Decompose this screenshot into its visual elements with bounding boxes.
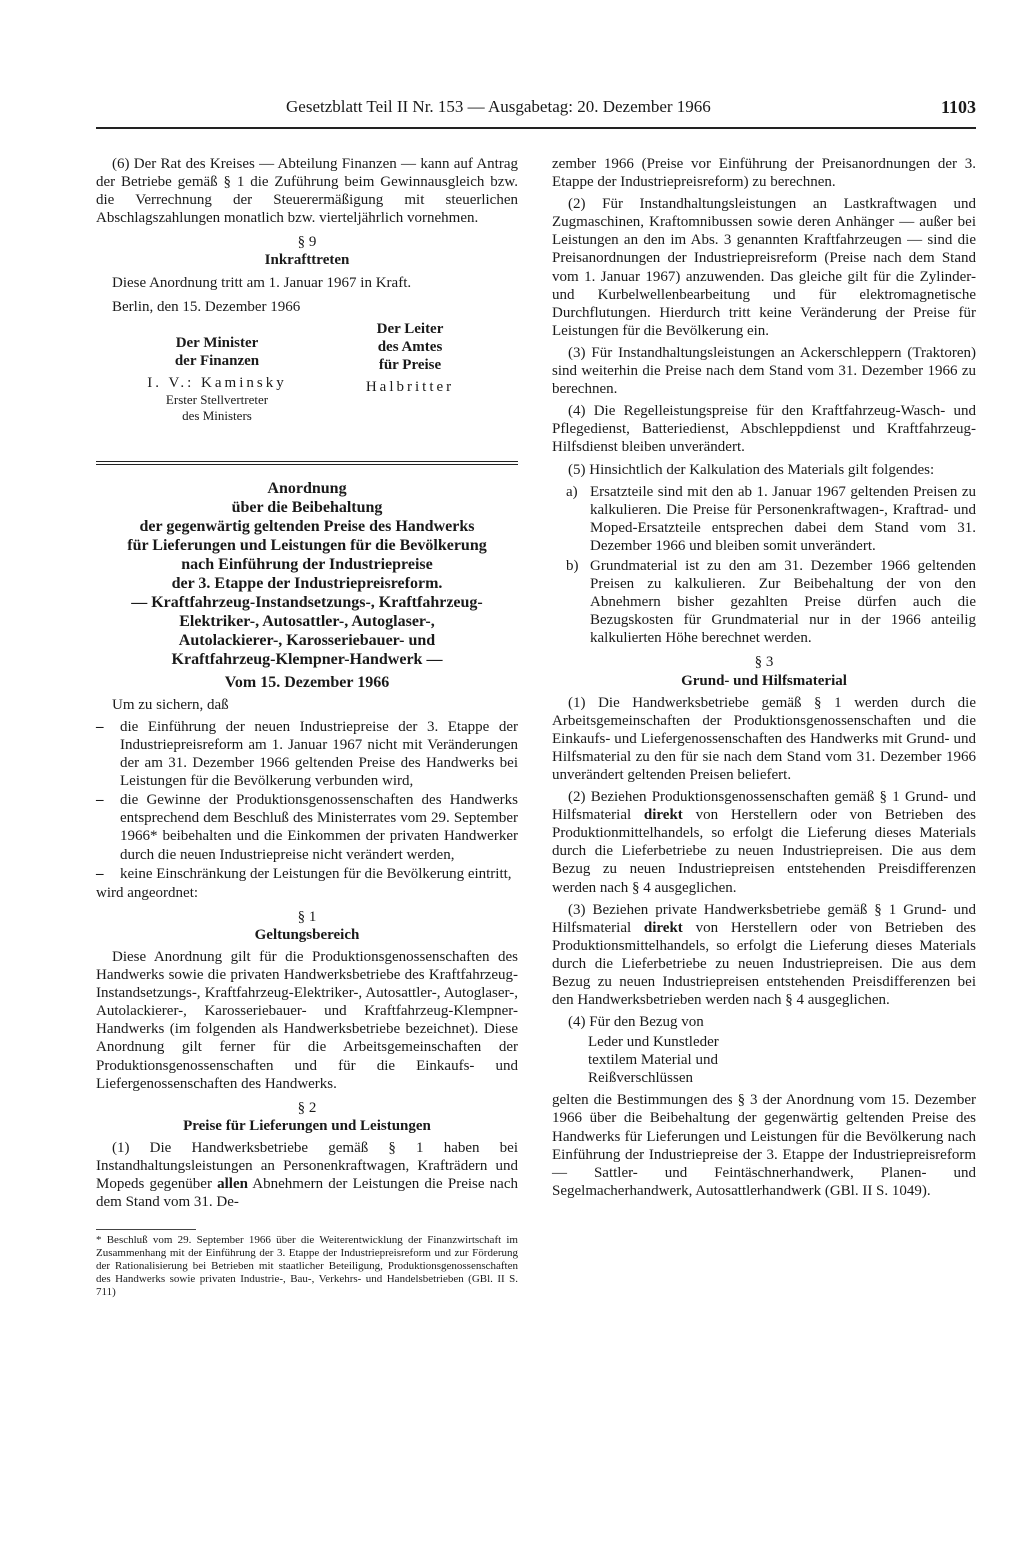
section-3-paragraph-2 bbox=[552, 788, 976, 897]
heading-line: der 3. Etappe der Industriepreisreform. bbox=[171, 574, 443, 592]
footnote: * Beschluß vom 29. September 1966 über die Weiterentwicklung der Finanzwirtschaft im Zusammenhang mit der Einführung der 3. Etappe der Industriepreisreform und zur Förderung der Rationalisierung bei Betrieben mit staatlicher Beteiligung, Produktionsgenossenschaften des Handwerks sowie privaten Industrie-, Bau-, Verkehrs- und Handelsbetrieben (GBl. II S. 711) bbox=[96, 1234, 518, 1299]
emphasis: direkt bbox=[643, 919, 683, 936]
text-run: von Herstellern oder von Betrieben des Produktionsmittelhandels, so erfolgt die Lieferung dieses Materials durch die Lieferbetriebe zu neuen Industriepreisen. Die aus dem Bezug zu neuen Industriepreisen entstehenden Preisdifferenzen bei den Handwerksbetrieben werden nach § 4 ausgeglichen. bbox=[552, 919, 976, 1009]
item-text: Ersatzteile sind mit den ab 1. Januar 1967 geltenden Preisen zu kalkulieren. Die Preise für Personenkraftwagen-, Kraftrad- und Moped-Ersatzteile entsprechen dabei dem Stand vom 31. Dezember 1966 und bleiben somit unverändert. bbox=[590, 483, 976, 554]
section-3-paragraph-4: (4) Für den Bezug von bbox=[568, 1014, 704, 1031]
emphasis: allen bbox=[217, 1176, 248, 1193]
list-item bbox=[552, 483, 976, 555]
list-item: – die Einführung der neuen Industriepreise der 3. Etappe der Industriepreisreform am 1. Januar 1967 nicht mit Veränderungen der am 31. Dezember 1966 geltenden Preise des Handwerks bei Leistungen für die Bevölkerung verbunden wird, bbox=[96, 718, 518, 790]
list-item: – keine Einschränkung der Leistungen für die Bevölkerung eintritt, bbox=[96, 865, 518, 883]
office-title-1: Der Leiter bbox=[376, 320, 444, 337]
heading-line: Kraftfahrzeug-Klempner-Handwerk — bbox=[171, 650, 443, 668]
emphasis: direkt bbox=[643, 807, 683, 824]
intro-text: Um zu sichern, daß bbox=[112, 696, 229, 713]
heading-line: über die Beibehaltung bbox=[231, 498, 383, 516]
gazette-title: Gesetzblatt Teil II Nr. 153 — Ausgabetag: 20. Dezember 1966 bbox=[286, 97, 711, 116]
page-header bbox=[96, 97, 976, 129]
heading-line: der gegenwärtig geltenden Preise des Handwerks bbox=[139, 517, 475, 535]
section-9-text: Diese Anordnung tritt am 1. Januar 1967 in Kraft. bbox=[112, 274, 412, 291]
left-column bbox=[96, 155, 518, 1299]
section-2-paragraph-4: (4) Die Regelleistungspreise für den Kraftfahrzeug-Wasch- und Pflegedienst, Batteriedienst, Abschleppdienst und Kraftfahrzeug-Hilfsdienst bleiben unverändert. bbox=[552, 403, 976, 456]
minister-title-1: Der Minister bbox=[175, 334, 259, 351]
office-title-3: für Preise bbox=[378, 356, 442, 373]
heading-line: Anordnung bbox=[267, 479, 347, 497]
section-1-sign: § 1 bbox=[297, 908, 317, 925]
list-item: Reißverschlüssen bbox=[588, 1070, 693, 1087]
decree-heading bbox=[96, 479, 518, 692]
minister-sub-2: des Ministers bbox=[182, 408, 252, 424]
heading-line: für Lieferungen und Leistungen für die Bevölkerung bbox=[127, 536, 487, 554]
section-2-title: Preise für Lieferungen und Leistungen bbox=[183, 1117, 431, 1134]
list-item: textilem Material und bbox=[588, 1052, 718, 1069]
minister-title-2: der Finanzen bbox=[174, 352, 260, 369]
heading-line: nach Einführung der Industriepreise bbox=[181, 555, 433, 573]
place-date: Berlin, den 15. Dezember 1966 bbox=[112, 298, 301, 315]
section-1-text: Diese Anordnung gilt für die Produktionsgenossenschaften des Handwerks sowie die privaten Handwerksbetriebe des Kraftfahrzeug-Instandsetzungs-, Kraftfahrzeug-Elektriker-, Autosattler-, Autoglaser-, Autolackierer-, Karosseriebauer- und Kraftfahrzeug-Klempner-Handwerks (im folgenden als Handwerksbetriebe bezeichnet). Diese Anordnung gilt ferner für die Arbeitsgemeinschaften der Produktionsgenossenschaften und für die Einkaufs- und Liefergenossenschaften des Handwerks. bbox=[96, 948, 518, 1092]
section-3-paragraph-1: (1) Die Handwerksbetriebe gemäß § 1 werden durch die Arbeitsgemeinschaften der Produktionsgenossenschaften und die Einkaufs- und Liefergenossenschaften des Handwerks mit Grund- und Hilfsmaterial zu den für sie nach dem Stand vom 31. Dezember 1966 unverändert geltenden Preisen beliefert. bbox=[552, 694, 976, 783]
section-2-paragraph-2: (2) Für Instandhaltungsleistungen an Lastkraftwagen und Zugmaschinen, Kraftomnibussen sowie deren Anhänger — außer bei Leistungen an den im Abs. 3 genannten Kraftfahrzeugen — sind die Preisanordnungen der Industriepreisreform (Preise nach dem Stand vom 1. Januar 1967) anzuwenden. Das gleiche gilt für die Zylinder- und Kurbelwellenbearbeitung und für elektromagnetische Durchflutungen. Hierdurch tritt keine Veränderung der Preise für Leistungen für die Bevölkerung ein. bbox=[552, 196, 976, 339]
section-3-paragraph-4-end: gelten die Bestimmungen des § 3 der Anordnung vom 15. Dezember 1966 über die Beibehaltung der gegenwärtig geltenden Preise des Handwerks für Lieferungen und Leistungen für die Bevölkerung nach Einführung der Industriepreise der 3. Etappe der Industriepreisreform — Sattler- und Feintäschnerhandwerk, Planen- und Segelmacherhandwerk, Autosattlerhandwerk (GBl. II S. 1049). bbox=[552, 1092, 976, 1199]
text-run: von Herstellern oder von Betrieben des Produktionmittelhandels, so erfolgt die Lieferung dieses Materials durch die Lieferbetriebe zu neuen Industriepreisen. Die aus dem Bezug zu neuen Industriepreisen entstehenden Preisdifferenzen werden nach § 4 ausgeglichen. bbox=[552, 807, 976, 896]
signature-price-office bbox=[350, 320, 470, 396]
list-item: Leder und Kunstleder bbox=[588, 1034, 719, 1051]
continuation-text: zember 1966 (Preise vor Einführung der Preisanordnungen der 3. Etappe der Industriepreisreform) zu berechnen. bbox=[552, 156, 976, 191]
page-number: 1103 bbox=[940, 97, 976, 117]
section-1-title: Geltungsbereich bbox=[254, 926, 360, 943]
list-item: – die Gewinne der Produktionsgenossenschaften des Handwerks entsprechend dem Beschluß des Ministerrates vom 29. September 1966* beibehalten und die Einkommen der privaten Handwerker durch die neuen Industriepreise nicht verändert werden, bbox=[96, 791, 518, 863]
section-9-title: Inkrafttreten bbox=[264, 252, 350, 269]
section-3-paragraph-3 bbox=[552, 901, 976, 1010]
section-2-sign: § 2 bbox=[297, 1099, 317, 1116]
section-3-sign: § 3 bbox=[754, 654, 774, 671]
decree-text: wird angeordnet: bbox=[96, 884, 199, 901]
list-item bbox=[552, 557, 976, 647]
text-run: (1) Die Handwerksbetriebe gemäß § 1 haben bei Instandhaltungsleistungen an Personenkraftwagen, Krafträdern und Mopeds gegenüber bbox=[96, 1139, 518, 1193]
heading-line: Autolackierer-, Karosseriebauer- und bbox=[178, 631, 436, 649]
text-run: (3) Beziehen private Handwerksbetriebe gemäß § 1 Grund- und Hilfsmaterial bbox=[552, 901, 976, 936]
heading-line: Elektriker-, Autosattler-, Autoglaser-, bbox=[179, 612, 435, 630]
materials-list bbox=[552, 1033, 976, 1087]
right-column bbox=[552, 155, 976, 1204]
section-2-paragraph-1 bbox=[96, 1139, 518, 1211]
paragraph-6: (6) Der Rat des Kreises — Abteilung Finanzen — kann auf Antrag der Betriebe gemäß § 1 die Zuführung beim Gewinnausgleich bzw. die Verrechnung der Steuerermäßigung mit steuerlichen Abschlagszahlungen monatlich bzw. vierteljährlich vornehmen. bbox=[96, 156, 518, 227]
signature-minister bbox=[122, 334, 312, 424]
text-run: Abnehmern der Leistungen die Preise nach dem Stand vom 31. De- bbox=[96, 1176, 518, 1211]
section-2-paragraph-5: (5) Hinsichtlich der Kalkulation des Materials gilt folgendes: bbox=[568, 461, 935, 478]
minister-signatory: I. V.: Kaminsky bbox=[147, 374, 287, 391]
section-2-paragraph-3: (3) Für Instandhaltungsleistungen an Ackerschleppern (Traktoren) sind weiterhin die Preise nach dem Stand vom 31. Dezember 1966 zu berechnen. bbox=[552, 344, 976, 398]
item-marker: a) bbox=[566, 483, 578, 500]
text-run: (2) Beziehen Produktionsgenossenschaften gemäß § 1 Grund- und Hilfsmaterial bbox=[552, 789, 976, 824]
minister-sub-1: Erster Stellvertreter bbox=[165, 392, 269, 408]
section-divider bbox=[96, 461, 518, 465]
office-signatory: Halbritter bbox=[365, 379, 455, 396]
purpose-list bbox=[96, 718, 518, 883]
heading-line: — Kraftfahrzeug-Instandsetzungs-, Kraftfahrzeug- bbox=[131, 593, 483, 611]
office-title-2: des Amtes bbox=[377, 338, 443, 355]
section-9-sign: § 9 bbox=[297, 234, 317, 251]
item-marker: b) bbox=[566, 557, 579, 574]
signature-block bbox=[96, 320, 518, 455]
decree-date: Vom 15. Dezember 1966 bbox=[224, 673, 390, 691]
footnote-rule bbox=[96, 1229, 196, 1230]
item-text: Grundmaterial ist zu den am 31. Dezember 1966 geltenden Preisen zu kalkulieren. Zur Beibehaltung der von den Abnehmern bisher gezahlten Preise dürfen auch die Bezugskosten für Grundmaterial nur in der 1966 anteilig kalkulierten Höhe berechnet werden. bbox=[590, 557, 976, 647]
section-3-title: Grund- und Hilfsmaterial bbox=[681, 672, 847, 689]
